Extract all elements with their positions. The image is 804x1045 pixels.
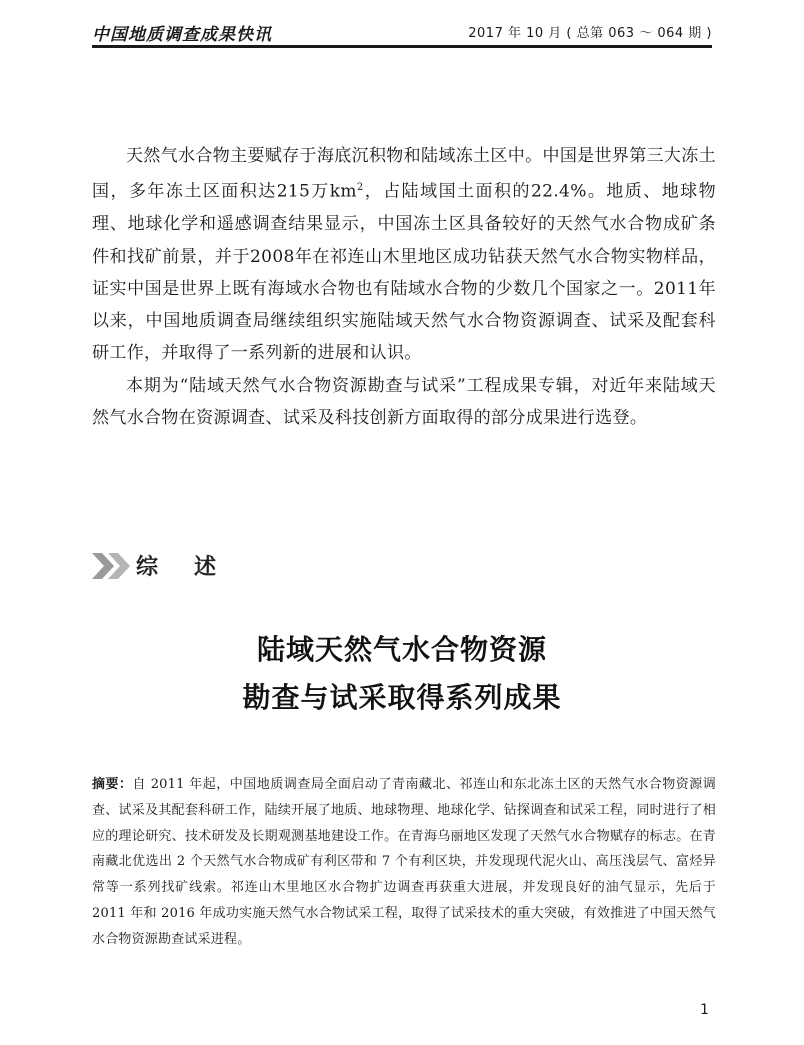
double-chevron-icon — [90, 550, 134, 582]
article-title-line-1: 陆域天然气水合物资源 — [256, 633, 547, 666]
section-heading — [90, 548, 390, 584]
article-title-line-2: 勘查与试采取得系列成果 — [242, 681, 562, 714]
header-rule — [92, 45, 712, 48]
intro-p1-part-b: ，占陆域国土面积的22.4%。地质、地球物理、地球化学和遥感调查结果显示，中国冻土区具备较好的天然气水合物成矿条件和找矿前景，并于2008年在祁连山木里地区成功钻获天然气水合物实物样品，证实中国是世界上既有海域水合物也有陆域水合物的少数几个国家之一。2011年以来，中国地质调查局继续组织实施陆域天然气水合物资源调查、试采及配套科研工作，并取得了一系列新的进展和认识。 — [92, 181, 717, 364]
abstract-text: 自 2011 年起，中国地质调查局全面启动了青南藏北、祁连山和东北冻土区的天然气水合物资源调查、试采及其配套科研工作，陆续开展了地质、地球物理、地球化学、钻探调查和试采工程，同时进行了相应的理论研究、技术研发及长期观测基地建设工作。在青海乌丽地区发现了天然气水合物赋存的标志。在青南藏北优选出 2 个天然气水合物成矿有利区带和 7 个有利区块，并发现现代泥火山、高压浅层气、富烃异常等一系列找矿线索。祁连山木里地区水合物扩边调查再获重大进展，并发现良好的油气显示，先后于 2011 年和 2016 年成功实施天然气水合物试采工程，取得了试采技术的重大突破，有效推进了中国天然气水合物资源勘查试采进程。 — [92, 777, 716, 947]
abstract — [92, 772, 716, 953]
intro-paragraph-1 — [92, 140, 716, 370]
abstract-label: 摘要： — [92, 777, 133, 792]
page-number: 1 — [700, 1002, 709, 1018]
intro-section — [92, 140, 716, 434]
intro-paragraph-2: 本期为“陆域天然气水合物资源勘查与试采”工程成果专辑，对近年来陆域天然气水合物在资源调查、试采及科技创新方面取得的部分成果进行选登。 — [92, 375, 716, 429]
intro-p1-superscript: 2 — [356, 182, 364, 194]
section-title: 综述 — [136, 554, 253, 580]
intro-p1-part-a: 天然气水合物主要赋存于海底沉积物和陆域冻土区中。中国是世界第三大冻土国，多年冻土区面积达215万km — [92, 146, 716, 202]
issue-info: 2017 年 10 月 ( 总第 063 ～ 064 期 ) — [468, 26, 712, 41]
journal-title: 中国地质调查成果快讯 — [92, 25, 272, 45]
running-header — [92, 14, 712, 48]
